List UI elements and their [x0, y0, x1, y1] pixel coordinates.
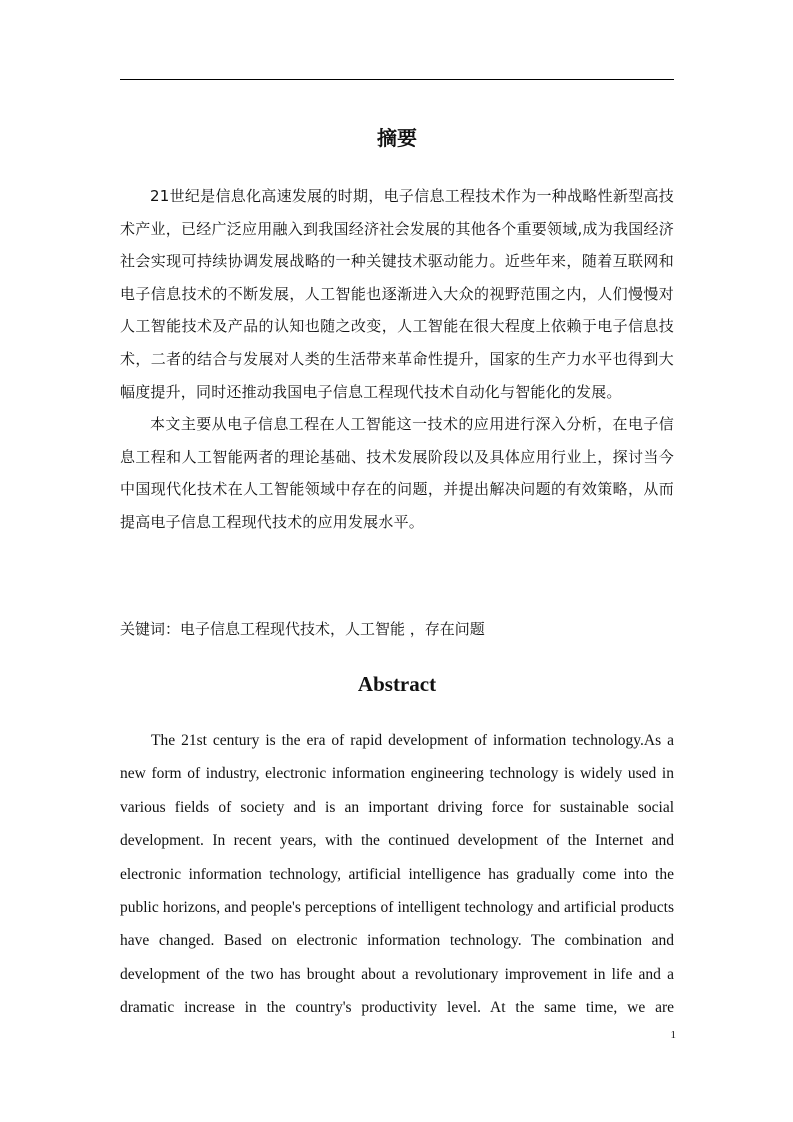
abstract-cn-keywords: 关键词：电子信息工程现代技术，人工智能 ，存在问题 [120, 620, 485, 638]
header-rule [120, 79, 674, 80]
abstract-cn-body [120, 180, 674, 539]
abstract-en-paragraph: The 21st century is the era of rapid development of information technology.As a new form of industry, electronic information engineering technology is widely used in various fields of society and is an important driving force for sustainable social development. In recent years, with the continued development of the Internet and electronic information technology, artificial intelligence has gradually come into the public horizons, and people's perceptions of intelligent technology and artificial products have changed. Based on electronic information technology. The combination and development of the two has brought about a revolutionary improvement in life and a dramatic increase in the country's productivity level. At the same time, we are [120, 732, 674, 1017]
abstract-cn-paragraph-1: 21世纪是信息化高速发展的时期，电子信息工程技术作为一种战略性新型高技术产业，已经广泛应用融入到我国经济社会发展的其他各个重要领域,成为我国经济社会实现可持续协调发展战略的一种关键技术驱动能力。近些年来，随着互联网和电子信息技术的不断发展，人工智能也逐渐进入大众的视野范围之内，人们慢慢对人工智能技术及产品的认知也随之改变，人工智能在很大程度上依赖于电子信息技术，二者的结合与发展对人类的生活带来革命性提升，国家的生产力水平也得到大幅度提升，同时还推动我国电子信息工程现代技术自动化与智能化的发展。 [120, 187, 674, 401]
page-number: 1 [670, 1029, 676, 1041]
abstract-en-body [120, 724, 674, 1025]
abstract-cn-paragraph-2: 本文主要从电子信息工程在人工智能这一技术的应用进行深入分析，在电子信息工程和人工智能两者的理论基础、技术发展阶段以及具体应用行业上，探讨当今中国现代化技术在人工智能领域中存在的问题，并提出解决问题的有效策略，从而提高电子信息工程现代技术的应用发展水平。 [120, 415, 674, 531]
abstract-cn-title: 摘要 [377, 126, 417, 150]
abstract-en-title: Abstract [357, 672, 437, 696]
